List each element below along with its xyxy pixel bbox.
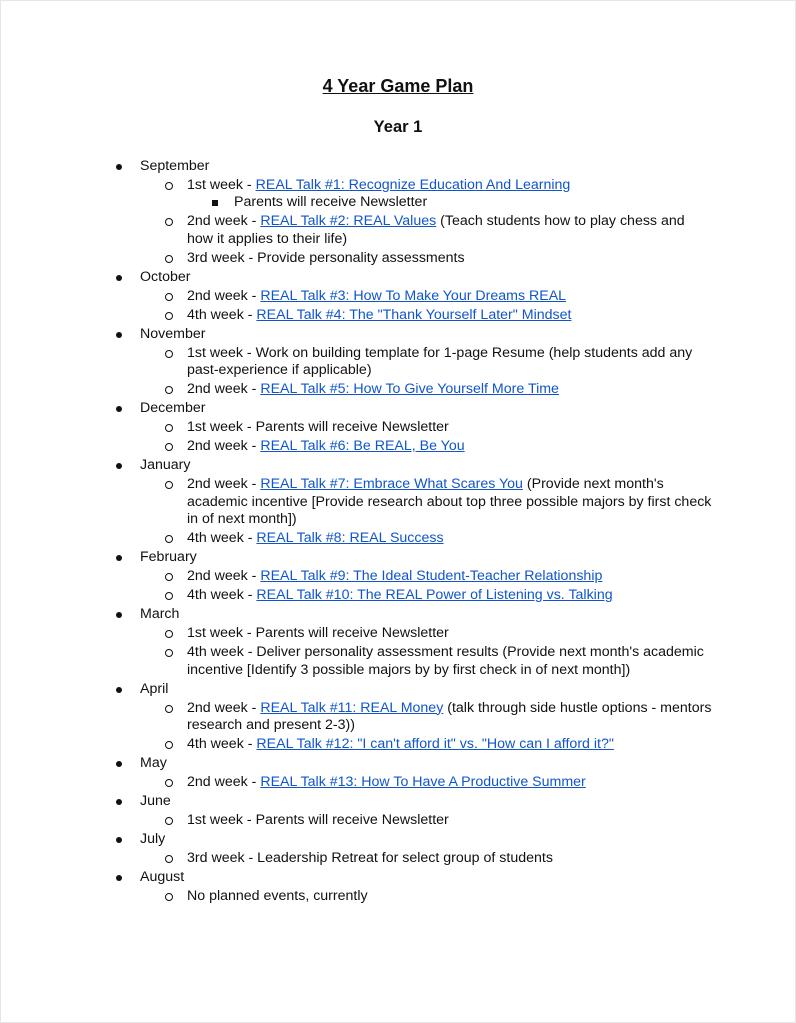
bullet-icon [116, 164, 122, 170]
circle-bullet-icon [165, 649, 173, 657]
item-text: 2nd week - [187, 287, 261, 304]
month-july [112, 831, 712, 868]
circle-bullet-icon [165, 893, 173, 901]
circle-bullet-icon [165, 741, 173, 749]
circle-bullet-icon [165, 535, 173, 543]
month-august [112, 869, 712, 906]
list-item [112, 700, 712, 735]
circle-bullet-icon [165, 855, 173, 863]
list-item [112, 850, 712, 868]
circle-bullet-icon [165, 705, 173, 713]
item-text: 1st week - Parents will receive Newsletter [187, 625, 449, 641]
page-title: 4 Year Game Plan [322, 76, 474, 96]
bullet-icon [116, 612, 122, 618]
real-talk-link[interactable]: REAL Talk #13: How To Have A Productive Summer [260, 774, 586, 790]
circle-bullet-icon [165, 779, 173, 787]
real-talk-link[interactable]: REAL Talk #3: How To Make Your Dreams REAL [260, 287, 567, 304]
sub-item-text: Parents will receive Newsletter [234, 194, 428, 210]
bullet-icon [116, 761, 122, 767]
month-label: March [140, 606, 180, 622]
list-item [112, 250, 712, 268]
month-label: May [140, 755, 167, 771]
circle-bullet-icon [165, 386, 173, 394]
bullet-icon [116, 275, 122, 281]
list-item [112, 736, 712, 754]
list-item [112, 307, 712, 325]
item-text: 4th week - [187, 587, 257, 603]
list-item [112, 812, 712, 830]
real-talk-link[interactable]: REAL Talk #12: "I can't afford it" vs. "How can I afford it?" [256, 736, 614, 752]
list-item [112, 381, 712, 399]
real-talk-link[interactable]: REAL Talk #9: The Ideal Student-Teacher Relationship [260, 568, 603, 584]
list-item [112, 288, 712, 306]
month-label: August [140, 869, 185, 885]
month-label: January [140, 457, 191, 473]
circle-bullet-icon [165, 312, 173, 320]
month-january [112, 457, 712, 548]
list-item [112, 345, 712, 380]
month-label: February [140, 549, 197, 565]
list-item [112, 438, 712, 456]
bullet-icon [116, 837, 122, 843]
item-text: 4th week - [187, 306, 257, 323]
bullet-icon [116, 687, 122, 693]
item-text: 2nd week - [187, 381, 261, 397]
square-bullet-icon [212, 200, 218, 206]
month-october [112, 269, 712, 325]
item-text: 1st week - Parents will receive Newsletter [187, 812, 449, 828]
list-item [112, 774, 712, 792]
real-talk-link[interactable]: REAL Talk #7: Embrace What Scares You [260, 476, 523, 492]
list-item [112, 587, 712, 605]
bullet-icon [116, 555, 122, 561]
bullet-icon [116, 875, 122, 881]
circle-bullet-icon [165, 350, 173, 358]
item-text: 4th week - [187, 530, 257, 546]
item-text: No planned events, currently [187, 888, 368, 904]
month-label: July [140, 831, 166, 847]
month-june [112, 793, 712, 830]
sub-list-item [112, 194, 712, 212]
list-item [112, 888, 712, 906]
item-text: 2nd week - [187, 438, 261, 454]
month-label: November [140, 325, 206, 342]
circle-bullet-icon [165, 573, 173, 581]
circle-bullet-icon [165, 293, 173, 301]
item-note: (talk through side hustle options - mentors research and present 2-3)) [187, 699, 712, 733]
month-label: October [140, 268, 191, 285]
month-april [112, 681, 712, 754]
month-september [112, 158, 712, 268]
real-talk-link[interactable]: REAL Talk #4: The "Thank Yourself Later" Mindset [256, 306, 572, 323]
circle-bullet-icon [165, 481, 173, 489]
item-text: 4th week - [187, 736, 257, 752]
item-text: 1st week - [187, 176, 256, 193]
month-march [112, 606, 712, 679]
month-label: April [140, 680, 169, 697]
page-subtitle: Year 1 [373, 118, 423, 136]
item-note: (Provide next month's academic incentive [Provide research about top three possible majors by first check in of next month]) [187, 476, 712, 527]
item-text: 3rd week - Provide personality assessments [187, 249, 465, 266]
list-item [112, 177, 712, 195]
item-text: 3rd week - Leadership Retreat for select group of students [187, 850, 553, 866]
month-list [112, 156, 712, 906]
circle-bullet-icon [165, 424, 173, 432]
circle-bullet-icon [165, 817, 173, 825]
month-february [112, 549, 712, 605]
month-may [112, 755, 712, 792]
circle-bullet-icon [165, 630, 173, 638]
item-text: 2nd week - [187, 568, 261, 584]
real-talk-link[interactable]: REAL Talk #1: Recognize Education And Learning [255, 176, 571, 193]
real-talk-link[interactable]: REAL Talk #11: REAL Money [260, 699, 444, 716]
list-item [112, 625, 712, 643]
real-talk-link[interactable]: REAL Talk #8: REAL Success [256, 530, 444, 546]
list-item [112, 419, 712, 437]
bullet-icon [116, 332, 122, 338]
month-label: September [140, 157, 210, 174]
real-talk-link[interactable]: REAL Talk #5: How To Give Yourself More Time [260, 381, 559, 397]
list-item [112, 476, 712, 529]
circle-bullet-icon [165, 255, 173, 263]
item-text: 2nd week - [187, 699, 261, 716]
month-label: December [140, 400, 206, 416]
circle-bullet-icon [165, 182, 173, 190]
circle-bullet-icon [165, 592, 173, 600]
list-item [112, 644, 712, 679]
month-november [112, 326, 712, 399]
circle-bullet-icon [165, 443, 173, 451]
list-item [112, 213, 712, 248]
bullet-icon [116, 463, 122, 469]
real-talk-link[interactable]: REAL Talk #6: Be REAL, Be You [260, 438, 465, 454]
bullet-icon [116, 799, 122, 805]
circle-bullet-icon [165, 218, 173, 226]
month-label: June [140, 793, 171, 809]
list-item [112, 530, 712, 548]
item-text: 2nd week - [187, 213, 261, 229]
bullet-icon [116, 406, 122, 412]
real-talk-link[interactable]: REAL Talk #2: REAL Values [260, 213, 437, 229]
real-talk-link[interactable]: REAL Talk #10: The REAL Power of Listening vs. Talking [256, 587, 613, 603]
item-text: 2nd week - [187, 774, 261, 790]
item-text: 1st week - Work on building template for 1-page Resume (help students add any past-experience if applicable) [187, 344, 693, 378]
item-note: (Teach students how to play chess and how it applies to their life) [187, 213, 685, 247]
item-text: 2nd week - [187, 476, 261, 492]
list-item [112, 568, 712, 586]
month-december [112, 400, 712, 456]
item-text: 1st week - Parents will receive Newsletter [187, 419, 449, 435]
item-text: 4th week - Deliver personality assessment results (Provide next month's academic incentive [Identify 3 possible majors by by first check in of next month]) [187, 644, 704, 678]
